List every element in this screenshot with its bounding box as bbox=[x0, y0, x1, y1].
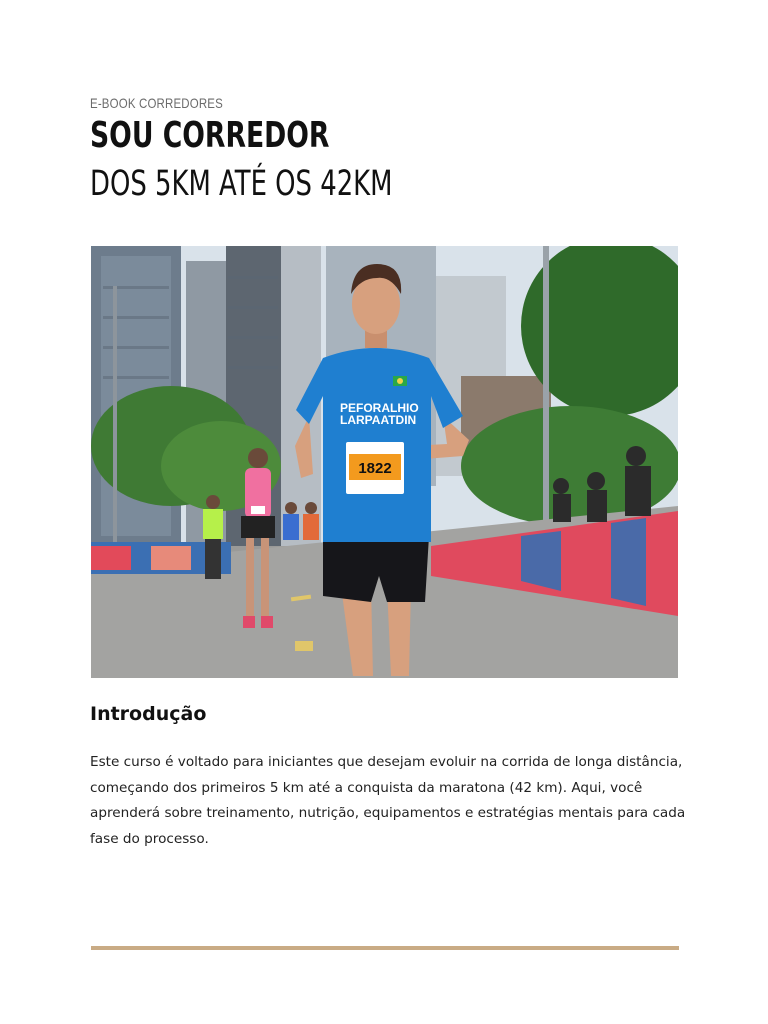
intro-heading: Introdução bbox=[90, 703, 207, 725]
shirt-text-line2: LARPAATDIN bbox=[340, 413, 417, 427]
bib-number: 1822 bbox=[358, 460, 392, 477]
page-subtitle: DOS 5KM ATÉ OS 42KM bbox=[90, 164, 393, 204]
footer-divider bbox=[91, 946, 679, 950]
shirt-text-line1: PEFORALHIO bbox=[340, 401, 419, 415]
intro-paragraph: Este curso é voltado para iniciantes que desejam evoluir na corrida de longa distância, começando dos primeiros 5 km até a conquista da maratona (42 km). Aqui, você aprenderá sobre treinamento, nutrição, equipamentos e estratégias mentais para cada fase do processo. bbox=[90, 754, 686, 847]
ebook-kicker: E-BOOK CORREDORES bbox=[90, 95, 223, 111]
hero-photo-runner bbox=[91, 246, 678, 678]
page-title: SOU CORREDOR bbox=[90, 115, 330, 156]
